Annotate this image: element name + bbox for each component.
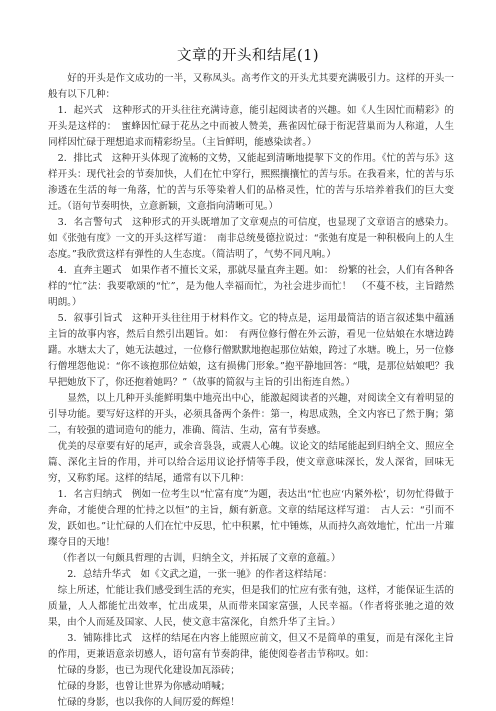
paragraph: 2．排比式 这种开头体现了流畅的文势，又能起到清晰地提挈下文的作用。《忙的苦与乐》这样开头：现代社会的节奏加快，人们在忙中穿行，熙熙攘攘忙的苦与乐。在我看来，忙的苦与乐渗透在生活的每一角落，忙的苦与乐等染着人们的品格灵性，忙的苦与乐培养着我们的巨大变迁。（语句节奏明快，立意新颖，文意指向清晰可见。）: [48, 153, 454, 212]
document-title: 文章的开头和结尾(1): [176, 48, 320, 64]
document-body: [48, 71, 454, 711]
paragraph: 3．铺陈排比式 这样的结尾在内容上能照应前文，但又不是简单的重复，而是有深化主旨的作用，更兼语意亲切感人，语句富有节奏韵律，能使阅卷者击节称叹。如：: [48, 633, 454, 660]
paragraph: 忙碌的身影，也曾让世界为你感动哨喊；: [57, 681, 231, 692]
paragraph: 忙碌的身影，也已为现代化建设加瓦添砖；: [57, 665, 240, 676]
paragraph: 显然，以上几种开头能鲜明集中地亮出中心，能激起阅读者的兴趣，对阅读全文有着明显的引导功能。要写好这样的开头，必须具备两个条件：第一，构思成熟，全文内容已了然于胸；第二，有较强的遣词造句的能力，准确、简洁、生动，富有节奏感。: [48, 393, 454, 436]
paragraph: 2．总结升华式 如《文武之道，一张一驰》的作者这样结尾：: [67, 569, 333, 580]
paragraph: 3．名言警句式 这种形式的开头既增加了文章观点的可信度，也显现了文章语言的感染力。如《张弛有度》一文的开头这样写道： 南非总统曼德拉说过：“张弛有度是一种积极向上的人生态度。”我欣赏这样有弹性的人生态度。（简洁明了，气势不同凡响。）: [48, 217, 454, 260]
paragraph: 5．叙事引旨式 这种开头往往用于材料作文。它的特点是，运用最简洁的语言叙述集中蕴涵主旨的故事内容，然后自然引出题旨。如： 有两位修行僧在外云游，看见一位姑娘在水塘边踌躇。水塘太大了，她无法越过，一位修行僧默默地抱起那位姑娘，跨过了水塘。晚上，另一位修行僧埋怨他说：“你不该抱那位姑娘，这有损佛门形象。”抱平静地回答：“哦，是那位姑娘吧？我早把她放下了，你还抱着她吗？”（故事的简叙与主旨的引出衔连自然。）: [48, 313, 454, 388]
paragraph: 忙碌的身影，也以我你的人间厉爱的辉煌！: [57, 697, 240, 708]
paragraph: 4．直奔主题式 如果作者不擅长文采，那就尽量直奔主题。如： 纷繁的社会，人们有各种各样的“忙”法：我要歌颂的“忙”，是为他人幸福而忙，为社会进步而忙！ （不蔓不枝，主旨踏然明朗。）: [48, 265, 454, 308]
paragraph: 1．起兴式 这种形式的开头往往充满诗意，能引起阅读者的兴趣。如《人生因忙而精彩》的开头是这样的： 蜜蜂因忙碌于花丛之中而被人赞美，燕雀因忙碌于衔泥营巢而为人称道，人生同样因忙碌于理想追求而精彩纷呈。（主旨鲜明，能感染读者。）: [48, 105, 454, 148]
paragraph: 1．名言归纳式 例如一位考生以“忙富有度”为题，表达出“忙也应‘内紧外松’，切勿忙得做于奔命，才能使合理的忙持之以恒”的主旨，颇有新意。文章的结尾这样写道： 古人云：“引而不发，跃如也。”让忙碌的人们在忙中反思，忙中积累，忙中锤炼，从而持久高效地忙，忙出一片璀璨夺目的天地！: [48, 489, 454, 548]
paragraph: 综上所述，忙能让我们感受到生活的充实，但是我们的忙应有张有弛，这样，才能保证生活的质量，人人都能忙出效率，忙出成果，从而带来国家富强，人民幸福。（作者将张驰之道的效果，由个人而延及国家、人民，使文意丰富深化，自然升华了主旨。）: [48, 585, 454, 628]
paragraph: 好的开头是作文成功的一半，又称凤头。高考作文的开头尤其要充满吸引力。这样的开头一般有以下几种：: [48, 73, 454, 100]
paragraph: 优美的尽章要有好的尾声，或余音袅袅，或震人心魄。议论文的结尾能起到归纳全文、照应全篇、深化主旨的作用，并可以给合运用议论抒情等手段，使文章意味深长，发人深省，回味无穷，又称豹尾。这样的结尾，通常有以下几种：: [48, 441, 454, 484]
paragraph: （作者以一句颇具哲理的古训，归纳全文，并拓展了文章的意蕴。）: [57, 553, 341, 564]
